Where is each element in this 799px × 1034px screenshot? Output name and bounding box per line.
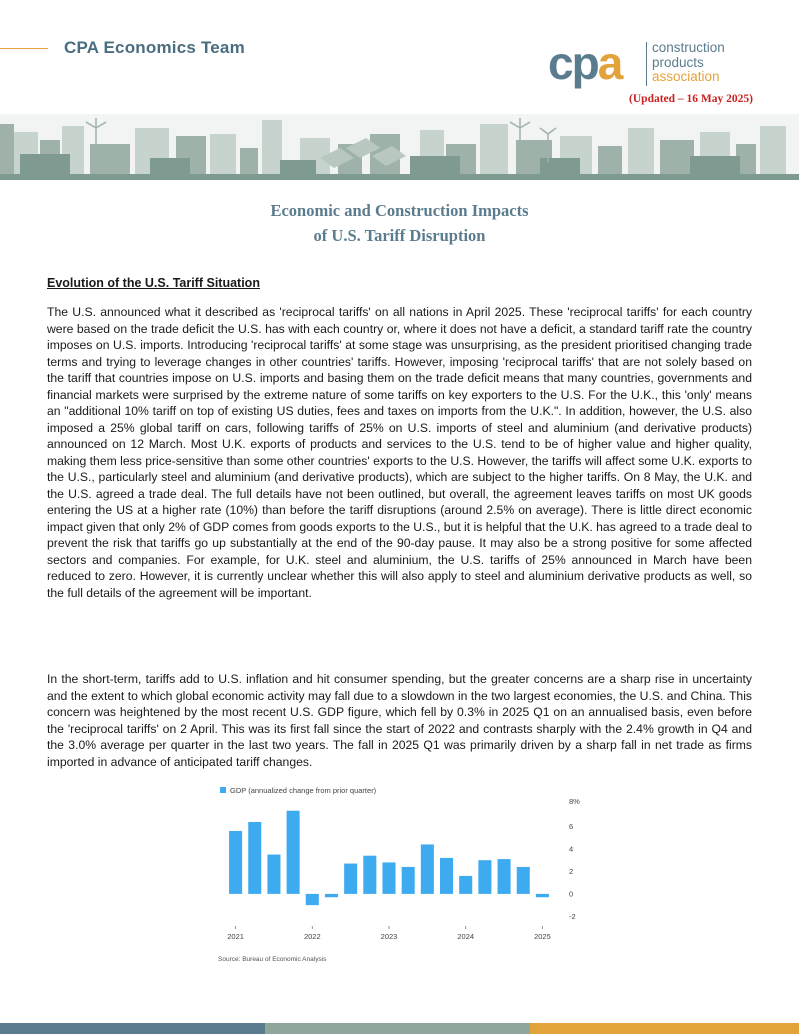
chart-source: Source: Bureau of Economic Analysis bbox=[218, 956, 327, 963]
bar-2022-q4 bbox=[363, 856, 376, 894]
y-unit-label: 8% bbox=[569, 797, 580, 806]
y-tick-label: -2 bbox=[569, 911, 576, 921]
footer-bar-gold bbox=[530, 1023, 799, 1034]
document-title-line-1: Economic and Construction Impacts bbox=[270, 201, 529, 220]
bar-2025-q1 bbox=[536, 894, 549, 897]
x-tick-label: 2025 bbox=[534, 932, 551, 941]
bar-2021-q3 bbox=[267, 855, 280, 894]
team-name: CPA Economics Team bbox=[64, 38, 245, 57]
bar-2021-q2 bbox=[248, 822, 261, 894]
bar-2022-q2 bbox=[325, 894, 338, 897]
x-tick-label: 2021 bbox=[227, 932, 244, 941]
legend-swatch bbox=[220, 787, 226, 793]
city-skyline-banner bbox=[0, 114, 799, 180]
bar-2022-q3 bbox=[344, 864, 357, 894]
x-tick-label: 2024 bbox=[457, 932, 475, 941]
x-tick-label: 2023 bbox=[380, 932, 398, 941]
bar-2021-q1 bbox=[229, 831, 242, 894]
bar-2024-q1 bbox=[459, 876, 472, 894]
footer-bar-sage bbox=[265, 1023, 530, 1034]
footer-color-bar bbox=[0, 1023, 799, 1034]
bar-2023-q4 bbox=[440, 858, 453, 894]
bar-2024-q3 bbox=[498, 859, 511, 894]
logo-separator bbox=[646, 42, 647, 86]
bar-2021-q4 bbox=[287, 811, 300, 894]
x-tick-label: 2022 bbox=[303, 932, 321, 941]
logo-wordmark: construction products association bbox=[652, 40, 725, 84]
logo-mark: cpa bbox=[548, 37, 622, 89]
cpa-logo bbox=[548, 37, 758, 90]
updated-date: (Updated – 16 May 2025) bbox=[629, 93, 753, 105]
y-tick-label: 4 bbox=[569, 844, 574, 854]
bar-2023-q1 bbox=[382, 862, 395, 893]
bar-2023-q3 bbox=[421, 844, 434, 893]
y-tick-label: 2 bbox=[569, 866, 574, 876]
document-title-line-2: of U.S. Tariff Disruption bbox=[313, 226, 486, 245]
header-rule bbox=[0, 48, 48, 49]
y-tick-label: 6 bbox=[569, 821, 574, 831]
footer-bar-slate bbox=[0, 1023, 265, 1034]
body-paragraph-1: The U.S. announced what it described as 'reciprocal tariffs' on all nations in April 2025. These 'reciprocal tariffs' for each country were based on the trade deficit the U.S. has with each country or, where it does not have a deficit, a standard tariff rate the country imposes on U.S. imports. Introducing 'reciprocal tariffs' at some stage was unsurprising, as the president prioritised changing trade terms and trying to leverage changes in other countries' tariffs. However, imposing 'reciprocal tariffs' that are not solely based on the tariff that countries impose on U.S. imports and basing them on the trade deficit means that many countries, governments and financial markets were surprised by the extreme nature of some tariffs on key exporters to the U.S. For the U.K., this 'only' means an "additional 10% tariff on top of existing US duties, fees and taxes on imports from the U.K.". In addition, however, the U.S. also imposed a 25% global tariff on cars, following tariffs of 25% on U.S. imports of steel and aluminium (and derivative products) announced on 12 March. Most U.K. exports of products and services to the U.S. tend to be of higher value and higher quality, making them less price-sensitive than some other countries' exports to the U.S. However, the tariffs will affect some U.K. exports to the U.S., particularly steel and aluminium (and derivative products), which are subject to the higher tariffs. On 8 May, the U.K. and the U.S. agreed a trade deal. The full details have not been outlined, but overall, the agreement leaves tariffs on most UK goods entering the US at a higher rate (10%) than before the tariff disruptions (around 2.5% on average). There is little direct economic impact given that only 2% of GDP comes from goods exports to the U.S., but it is helpful that the U.K. has agreed to a trade deal to prevent the risk that tariffs go up substantially at the end of the 90-day pause. It may also be a strong positive for some affected sectors and companies. For example, for U.K. steel and aluminium, the U.S. tariffs of 25% announced in March have been reduced to zero. However, it is currently unclear whether this will also apply to steel and aluminium derivative products as well, so the full details of the agreement will be important. bbox=[47, 305, 753, 600]
section-heading: Evolution of the U.S. Tariff Situation bbox=[47, 276, 260, 290]
body-paragraph-2: In the short-term, tariffs add to U.S. inflation and hit consumer spending, but the greater concerns are a sharp rise in uncertainty and the extent to which global economic activity may fall due to a slowdown in the two largest economies, the U.S. and China. This concern was heightened by the most recent U.S. GDP figure, which fell by 0.3% in 2025 Q1 on an annualised basis, even before the 'reciprocal tariffs' on 2 April. This was its first fall since the start of 2022 and contrasts sharply with the 2.4% growth in Q4 and the 3.0% average per quarter in the last two years. The fall in 2025 Q1 was primarily driven by a sharp fall in net trade as firms imported in advance of anticipated tariff changes. bbox=[47, 672, 752, 769]
legend-label: GDP (annualized change from prior quarter) bbox=[230, 786, 377, 795]
bar-2024-q2 bbox=[478, 860, 491, 894]
bar-2023-q2 bbox=[402, 867, 415, 894]
bar-2024-q4 bbox=[517, 867, 530, 894]
y-tick-label: 0 bbox=[569, 889, 574, 899]
bar-2022-q1 bbox=[306, 894, 319, 905]
gdp-bar-chart bbox=[212, 784, 592, 966]
